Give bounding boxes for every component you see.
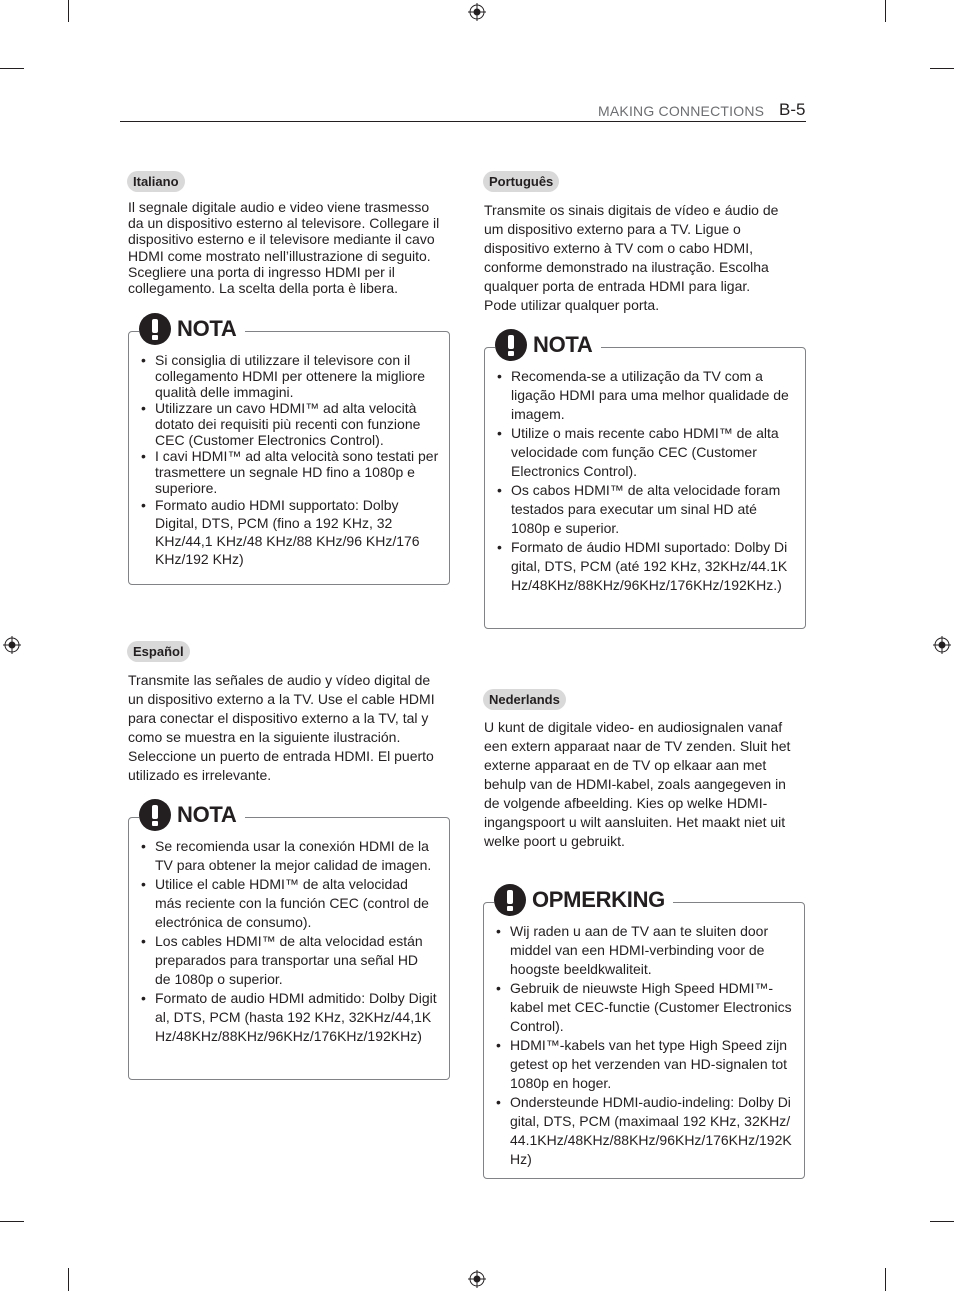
crop-mark (0, 68, 24, 69)
list-item: • HDMI™-kabels van het type High Speed zijn getest op het verzenden van HD-signalen tot 1080p en hoger. (496, 1036, 794, 1093)
list-item: • Los cables HDMI™ de alta velocidad están preparados para transportar una señal HD de 1080p o superior. (141, 932, 437, 989)
list-item: • Utilizzare un cavo HDMI™ ad alta velocità dotato dei requisiti più recenti con funzione CEC (Customer Electronics Control). (141, 400, 439, 448)
note-title: NOTA (177, 802, 237, 827)
note-heading (494, 884, 673, 916)
list-item: • Formato de audio HDMI admitido: Dolby Digital, DTS, PCM (hasta 192 KHz, 32KHz/44,1KHz/48KHz/88KHz/96KHz/176KHz/192KHz) (141, 989, 437, 1046)
language-tag-espanol: Español (127, 641, 190, 662)
registration-mark-icon (3, 636, 21, 654)
portugues-paragraph: Transmite os sinais digitais de vídeo e áudio de um dispositivo externo para a TV. Ligue o dispositivo externo à TV com o cabo HDMI, conforme demonstrado na ilustração. Escolha qualquer porta de entrada HDMI para ligar. Pode utilizar qualquer porta. (484, 202, 779, 313)
portugues-note-list (497, 367, 789, 595)
nederlands-note-box (483, 887, 805, 1179)
list-item: • Gebruik de nieuwste High Speed HDMI™-kabel met CEC-functie (Customer Electronics Control). (496, 979, 794, 1036)
list-item: • Formato de áudio HDMI suportado: Dolby Digital, DTS, PCM (até 192 KHz, 32KHz/44.1KHz/48KHz/88KHz/96KHz/176KHz/192KHz.) (497, 538, 789, 595)
list-item: • I cavi HDMI™ ad alta velocità sono testati per trasmettere un segnale HD fino a 1080p e superiore. (141, 448, 439, 496)
list-item: • Utilice el cable HDMI™ de alta velocidad más reciente con la función CEC (control de electrónica de consumo). (141, 875, 437, 932)
header-section-title: MAKING CONNECTIONS (598, 103, 765, 119)
crop-mark (68, 1268, 69, 1291)
header-divider (120, 121, 806, 122)
portugues-note-box (484, 332, 806, 629)
crop-mark (930, 1221, 954, 1222)
note-title: NOTA (533, 332, 593, 357)
note-title: OPMERKING (532, 887, 665, 912)
crop-mark (885, 1268, 886, 1291)
list-item: • Wij raden u aan de TV aan te sluiten door middel van een HDMI-verbinding voor de hoogste beeldkwaliteit. (496, 922, 794, 979)
exclamation-icon (139, 799, 171, 831)
registration-mark-icon (933, 636, 951, 654)
espanol-note-list (141, 837, 437, 1046)
list-item: • Ondersteunde HDMI-audio-indeling: Dolby Digital, DTS, PCM (maximaal 192 KHz, 32KHz/44.1KHz/48KHz/88KHz/96KHz/176KHz/192KHz) (496, 1093, 794, 1169)
exclamation-icon (139, 313, 171, 345)
espanol-paragraph: Transmite las señales de audio y vídeo digital de un dispositivo externo a la TV. Use el cable HDMI para conectar el dispositivo externo a la TV, tal y como se muestra en la siguiente ilustración. Seleccione un puerto de entrada HDMI. El puerto utilizado es irrelevante. (128, 672, 435, 783)
note-heading (139, 799, 245, 831)
crop-mark (0, 1221, 24, 1222)
list-item: • Recomenda-se a utilização da TV com a ligação HDMI para uma melhor qualidade de imagem. (497, 367, 789, 424)
language-tag-italiano: Italiano (127, 171, 185, 192)
crop-mark (930, 68, 954, 69)
list-item: • Si consiglia di utilizzare il televisore con il collegamento HDMI per ottenere la migliore qualità delle immagini. (141, 352, 439, 400)
language-tag-portugues: Português (483, 171, 559, 192)
list-item: • Os cabos HDMI™ de alta velocidade foram testados para executar um sinal HD até 1080p e superior. (497, 481, 789, 538)
exclamation-icon (495, 329, 527, 361)
note-heading (495, 329, 601, 361)
crop-mark (68, 0, 69, 22)
crop-mark (885, 0, 886, 22)
registration-mark-icon (468, 1270, 486, 1288)
list-item: • Utilize o mais recente cabo HDMI™ de alta velocidade com função CEC (Customer Electronics Control). (497, 424, 789, 481)
list-item: • Se recomienda usar la conexión HDMI de la TV para obtener la mejor calidad de imagen. (141, 837, 437, 875)
nederlands-note-list (496, 922, 794, 1169)
note-heading (139, 313, 245, 345)
page-number: B-5 (779, 100, 806, 119)
italiano-note-box (128, 316, 450, 585)
nederlands-paragraph: U kunt de digitale video- en audiosignalen vanaf een extern apparaat naar de TV zenden. Sluit het externe apparaat en de TV op elkaar aan met behulp van de HDMI-kabel, zoals aangegeven in de volgende afbeelding. Kies op welke HDMI-ingangspoort u wilt aansluiten. Het maakt niet uit welke poort u gebruikt. (484, 719, 791, 849)
italiano-note-list (141, 352, 439, 568)
language-tag-nederlands: Nederlands (483, 689, 566, 710)
italiano-paragraph: Il segnale digitale audio e video viene trasmesso da un dispositivo esterno al televisore. Collegare il dispositivo esterno e il televisore mediante il cavo HDMI come mostrato nell’illustrazione di seguito. Scegliere una porta di ingresso HDMI per il collegamento. La scelta della porta è libera. (128, 199, 440, 297)
note-title: NOTA (177, 316, 237, 341)
list-item: • Formato audio HDMI supportato: Dolby Digital, DTS, PCM (fino a 192 KHz, 32 KHz/44,1 KHz/48 KHz/88 KHz/96 KHz/176 KHz/192 KHz) (141, 496, 439, 568)
espanol-note-box (128, 802, 450, 1080)
exclamation-icon (494, 884, 526, 916)
registration-mark-icon (468, 3, 486, 21)
